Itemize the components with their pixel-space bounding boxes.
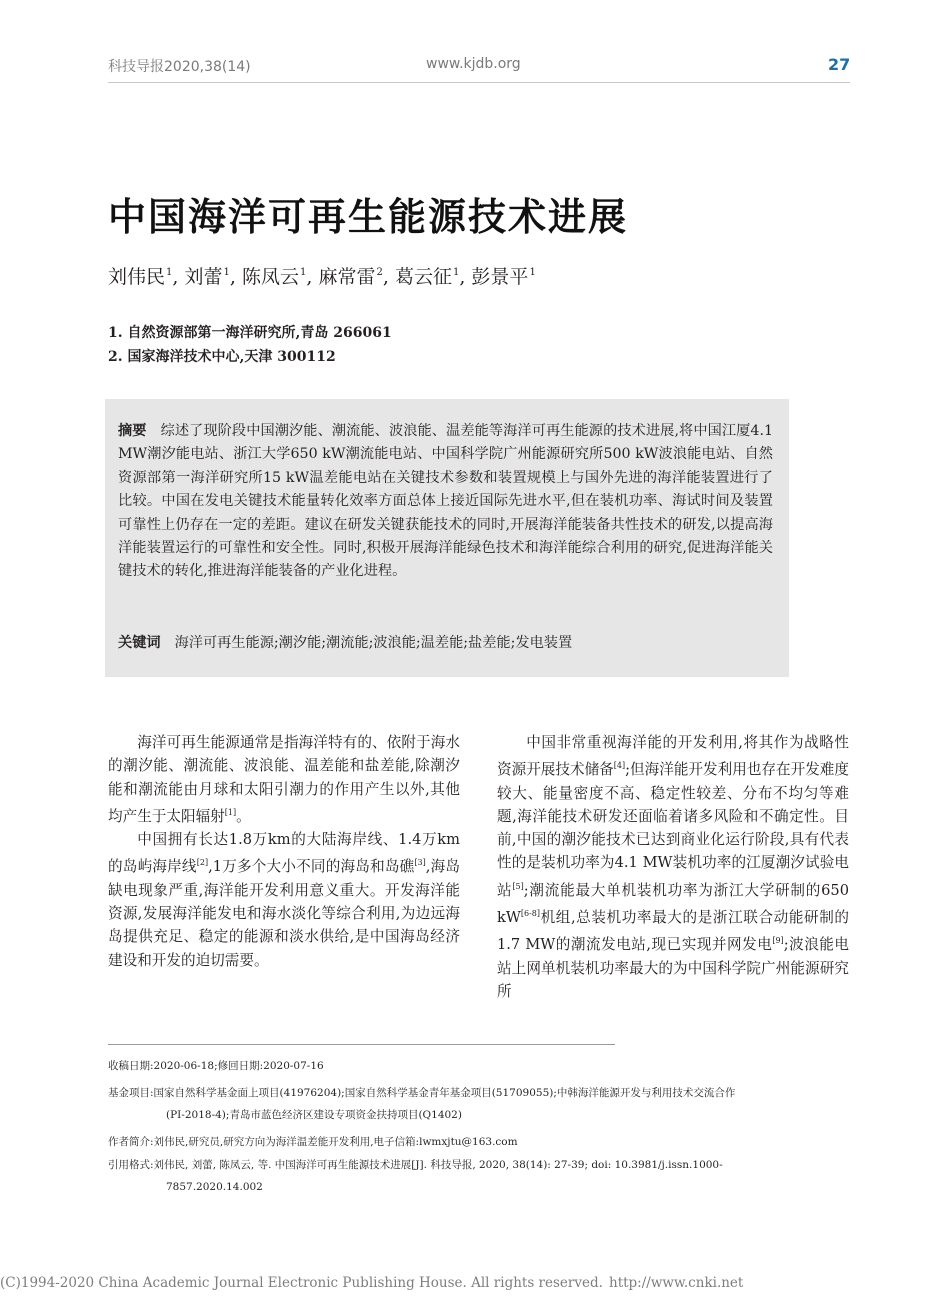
- paragraph-text: ;潮流能最大单机装机功率为浙江大学研制的650 kW: [497, 881, 849, 927]
- author-name: 麻常雷: [318, 266, 376, 288]
- citation-ref[interactable]: [4]: [613, 761, 626, 771]
- abstract-text: 综述了现阶段中国潮汐能、潮流能、波浪能、温差能等海洋可再生能源的技术进展,将中国江厦4.1 MW潮汐能电站、浙江大学650 kW潮流能电站、中国科学院广州能源研究所500 kW波浪能电站、自然资源部第一海洋研究所15 kW温差能电站在关键技术参数和装置规模上与国外先进的海洋能装置进行了比较。中国在发电关键技术能量转化效率方面总体上接近国际先进水平,但在装机功率、海试时间及装置可靠性上仍存在一定的差距。建议在研发关键获能技术的同时,开展海洋能装备共性技术的研发,以提高海洋能装置运行的可靠性和安全性。同时,积极开展海洋能绿色技术和海洋能综合利用的研究,促进海洋能关键技术的转化,推进海洋能装备的产业化进程。: [118, 423, 773, 580]
- author-affiliation-mark: 1: [223, 267, 230, 278]
- author-name: 彭景平: [471, 266, 529, 288]
- header-divider: [108, 82, 850, 83]
- citation-ref[interactable]: [2]: [196, 858, 209, 868]
- cnki-link[interactable]: http://www.cnki.net: [609, 1275, 744, 1291]
- author-name: 陈凤云: [241, 266, 299, 288]
- footnote-citation-cont: 7857.2020.14.002: [166, 1181, 263, 1193]
- author-affiliation-mark: 1: [529, 267, 536, 278]
- footnote-divider: [108, 1044, 615, 1045]
- author-name: 刘蕾: [184, 266, 223, 288]
- affiliation-1: 1. 自然资源部第一海洋研究所,青岛 266061: [108, 325, 392, 341]
- footnote-fund-cont: (PI-2018-4);青岛市蓝色经济区建设专项资金扶持项目(Q1402): [166, 1109, 462, 1121]
- body-column-left: [108, 731, 460, 972]
- author-name: 葛云征: [394, 266, 452, 288]
- paragraph-text: 海洋可再生能源通常是指海洋特有的、依附于海水的潮汐能、潮流能、波浪能、温差能和盐差能,除潮汐能和潮流能由月球和太阳引潮力的作用产生以外,其他均产生于太阳辐射: [108, 734, 460, 825]
- author-list: 刘伟民$^1$, 刘蕾$^1$, 陈凤云$^1$, 麻常雷$^2$, 葛云征$^1$, 彭景平$^1$: [108, 266, 536, 288]
- paragraph: [497, 731, 849, 1003]
- citation-ref[interactable]: [3]: [414, 858, 426, 868]
- author-name: 刘伟民: [108, 266, 166, 288]
- paragraph: [108, 731, 460, 828]
- article-title: 中国海洋可再生能源技术进展: [108, 195, 629, 239]
- footnote-fund: 基金项目:国家自然科学基金面上项目(41976204);国家自然科学基金青年基金项目(51709055);中韩海洋能源开发与利用技术交流合作: [108, 1087, 736, 1099]
- paragraph-text: ,1万多个大小不同的海岛和岛礁: [208, 858, 415, 876]
- citation-ref[interactable]: [5]: [512, 881, 524, 891]
- abstract-label: 摘要: [118, 423, 147, 439]
- citation-ref[interactable]: [1]: [224, 807, 237, 817]
- paragraph-text: 。: [236, 807, 251, 825]
- author-affiliation-mark: 1: [299, 267, 307, 278]
- citation-ref[interactable]: [6-8]: [520, 909, 540, 919]
- page-number: 27: [828, 55, 851, 74]
- keywords-text: 海洋可再生能源;潮汐能;潮流能;波浪能;温差能;盐差能;发电装置: [174, 635, 573, 651]
- paragraph-text: ;波浪能电站上网单机装机功率最大的为中国科学院广州能源研究所: [497, 936, 850, 1000]
- footnote-received: 收稿日期:2020-06-18;修回日期:2020-07-16: [108, 1060, 324, 1072]
- body-column-right: [497, 731, 849, 1003]
- paragraph-text: ,海岛缺电现象严重,海洋能开发利用意义重大。开发海洋能资源,发展海洋能发电和海水淡化等综合利用,为边远海岛提供充足、稳定的能源和淡水供给,是中国海岛经济建设和开发的迫切需要。: [108, 858, 460, 969]
- author-affiliation-mark: 2: [376, 267, 383, 278]
- keywords: [118, 632, 572, 652]
- affiliation-2: 2. 国家海洋技术中心,天津 300112: [108, 349, 336, 365]
- author-affiliation-mark: 1: [166, 267, 173, 278]
- paragraph-text: 机组,总装机功率最大的是浙江联合动能研制的1.7 MW的潮流发电站,现已实现并网发电: [497, 909, 849, 954]
- copyright-footer: (C)1994-2020 China Academic Journal Electronic Publishing House. All rights reserved.: [0, 1275, 603, 1291]
- footnote-citation: 引用格式:刘伟民, 刘蕾, 陈凤云, 等. 中国海洋可再生能源技术进展[J]. 科技导报, 2020, 38(14): 27-39; doi: 10.3981/j.issn.1000-: [108, 1159, 723, 1171]
- footnote-author: 作者简介:刘伟民,研究员,研究方向为海洋温差能开发利用,电子信箱:lwmxjtu@163.com: [108, 1136, 518, 1148]
- keywords-label: 关键词: [118, 635, 161, 651]
- paragraph-text: 中国拥有长达1.8万km的大陆海岸线、1.4万km的岛屿海岸线: [108, 831, 460, 876]
- journal-url[interactable]: www.kjdb.org: [426, 56, 521, 72]
- paragraph-text: 中国非常重视海洋能的开发利用,将其作为战略性资源开展技术储备: [497, 734, 849, 779]
- paragraph: [108, 828, 460, 972]
- abstract: [118, 420, 773, 584]
- journal-header: 科技导报2020,38(14): [108, 59, 251, 75]
- paragraph-text: ;但海洋能开发利用也存在开发难度较大、能量密度不高、稳定性较差、分布不均匀等难题,海洋能技术研发还面临着诸多风险和不确定性。目前,中国的潮汐能技术已达到商业化运行阶段,具有代表性的是装机功率为4.1 MW装机功率的江厦潮汐试验电站: [497, 761, 849, 899]
- citation-ref[interactable]: [9]: [772, 936, 784, 946]
- author-affiliation-mark: 1: [452, 267, 460, 278]
